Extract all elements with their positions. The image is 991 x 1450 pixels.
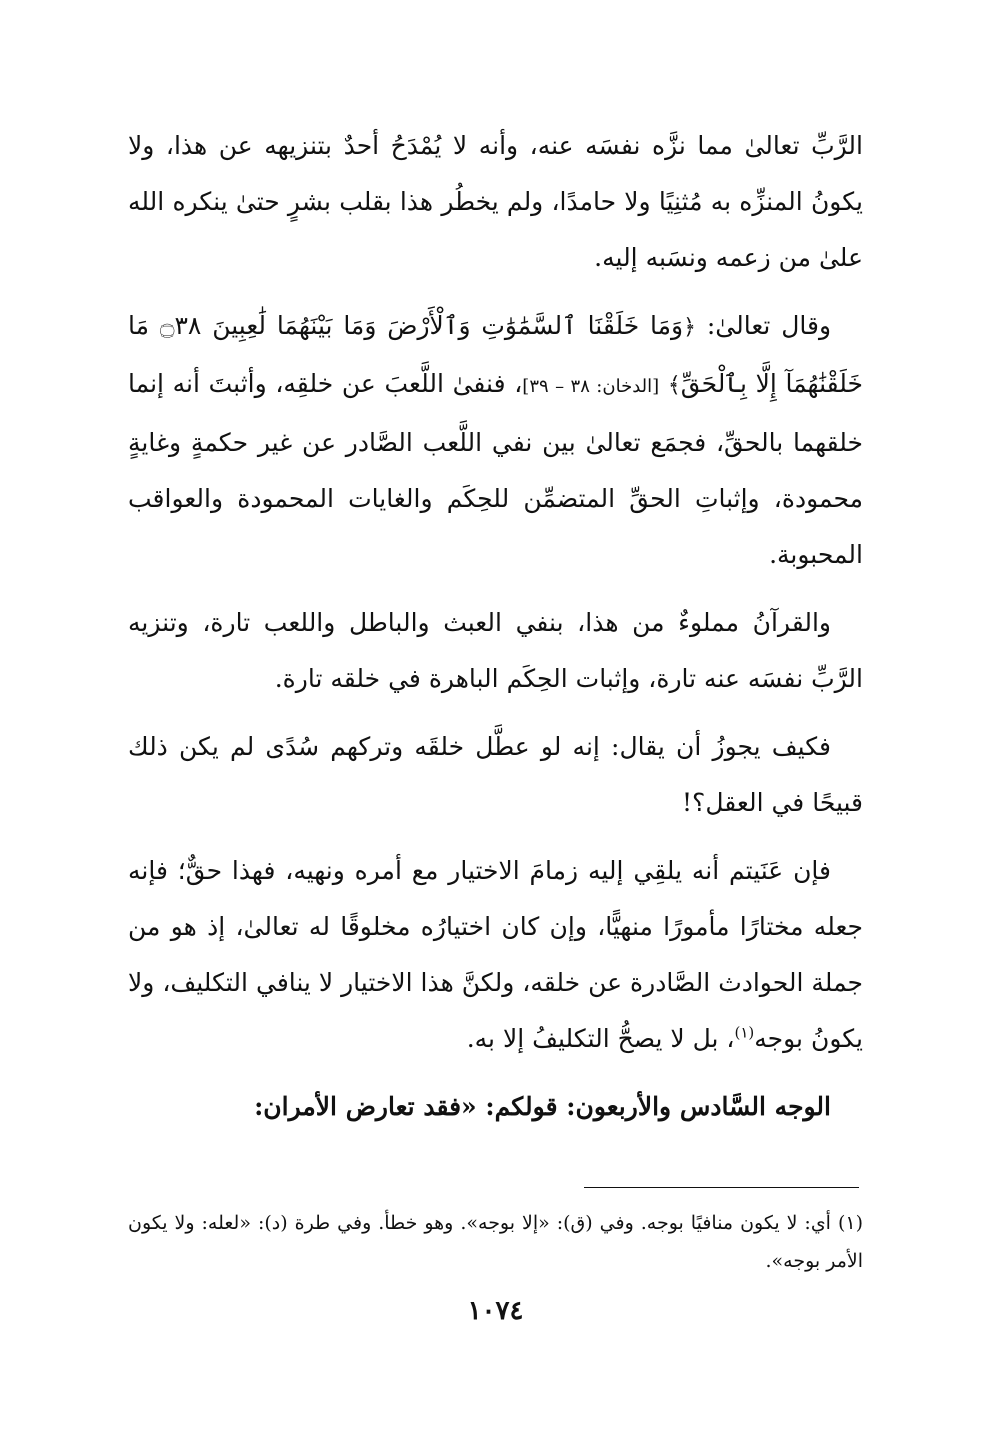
paragraph-1: الرَّبِّ تعالىٰ مما نزَّه نفسَه عنه، وأنه لا يُمْدَحُ أحدٌ بتنزيهه عن هذا، ولا يكونُ المنزِّه به مُثنِيًا ولا حامدًا، ولم يخطُر هذا بقلب بشرٍ حتىٰ ينكره الله علىٰ من زعمه ونسَبه إليه. [128, 131, 863, 272]
paragraph-4: فكيف يجوزُ أن يقال: إنه لو عطَّل خلقَه وتركهم سُدًى لم يكن ذلك قبيحًا في العقل؟! [128, 732, 863, 817]
paragraph-3: والقرآنُ مملوءٌ من هذا، بنفي العبث والباطل واللعب تارة، وتنزيه الرَّبِّ نفسَه عنه تارة، وإثبات الحِكَم الباهرة في خلقه تارة. [128, 608, 863, 693]
footnote: (١) أي: لا يكون منافيًا بوجه. وفي (ق): «إلا بوجه». وهو خطأ. وفي طرة (د): «لعله: ولا يكون الأمر بوجه». [128, 1212, 863, 1272]
paragraph-2 [128, 298, 863, 583]
quran-close-bracket: ﴾ [667, 373, 681, 398]
page-number: ١٠٧٤ [467, 1296, 524, 1326]
paragraph-2-rest: ، فنفىٰ اللَّعبَ عن خلقِه، وأثبتَ أنه إنما خلقهما بالحقِّ، فجمَع تعالىٰ بين نفي اللَّعب الصَّادر عن غير حكمةٍ وغايةٍ محمودة، وإثباتِ الحقِّ المتضمِّن للحِكَم والغايات المحمودة والعواقب المحبوبة. [128, 369, 863, 569]
footnote-marker[interactable]: (١) [734, 1023, 755, 1042]
verse-reference: [الدخان: ٣٨ – ٣٩] [522, 376, 660, 397]
quran-intro: وقال تعالىٰ: [706, 311, 832, 340]
section-heading: الوجه السَّادس والأربعون: قولكم: «فقد تعارض الأمران: [254, 1092, 831, 1121]
footnote-divider [584, 1187, 859, 1188]
paragraph-5-text: فإن عَنَيتم أنه يلقِي إليه زمامَ الاختيار مع أمره ونهيه، فهذا حقٌّ؛ فإنه جعله مختارًا مأمورًا منهيًّا، وإن كان اختيارُه مخلوقًا له تعالىٰ، إذ هو من جملة الحوادث الصَّادرة عن خلقه، ولكنَّ هذا الاختيار لا ينافي التكليف، ولا يكونُ بوجه [128, 856, 863, 1053]
main-text [128, 118, 863, 1147]
paragraph-5-end: ، بل لا يصحُّ التكليفُ إلا به. [466, 1024, 735, 1053]
quran-open-bracket: ﴿ [683, 315, 697, 340]
paragraph-5 [128, 843, 863, 1067]
quran-verse: وَمَا خَلَقْنَا ٱلسَّمَٰوَٰتِ وَٱلْأَرْضَ وَمَا بَيْنَهُمَا لَٰعِبِينَ ۝٣٨ مَا خَلَقْنَٰهُمَآ إِلَّا بِٱلْحَقِّ [128, 311, 863, 398]
